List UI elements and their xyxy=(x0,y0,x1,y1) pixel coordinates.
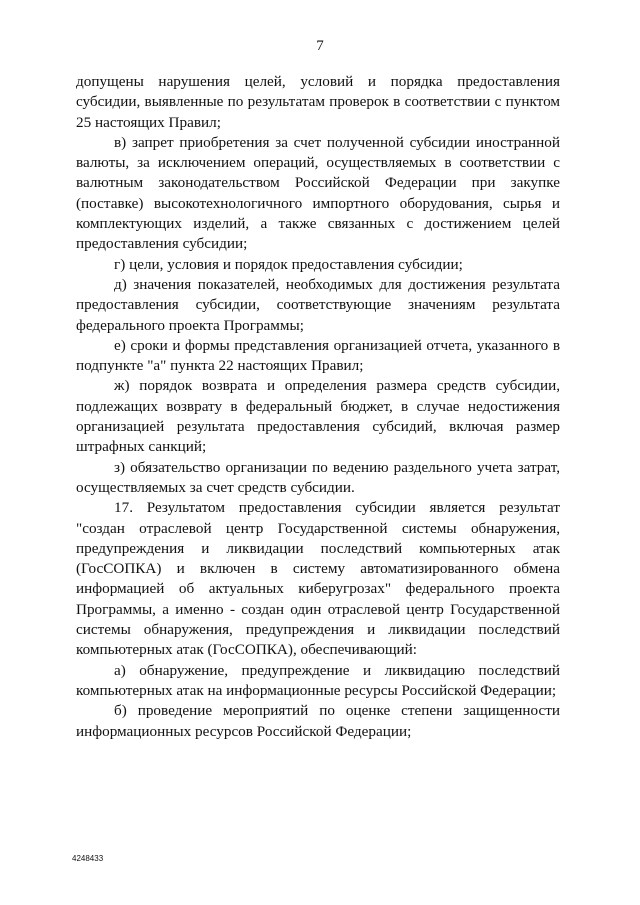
paragraph: б) проведение мероприятий по оценке степени защищенности информационных ресурсов Российской Федерации; xyxy=(76,702,560,740)
paragraph: д) значения показателей, необходимых для достижения результата предоставления субсидии, соответствующие значениям результата федерального проекта Программы; xyxy=(76,275,560,334)
paragraph: г) цели, условия и порядок предоставления субсидии; xyxy=(114,255,463,273)
paragraph: е) сроки и формы представления организацией отчета, указанного в подпункте "а" пункта 22 настоящих Правил; xyxy=(76,336,560,375)
paragraph: в) запрет приобретения за счет полученной субсидии иностранной валюты, за исключением операций, осуществляемых в соответствии с валютным законодательством Российской Федерации при закупке (поставке) высокотехнологичного импортного оборудования, сырья и комплектующих изделий, а также связанных с достижением целей предоставления субсидии; xyxy=(76,133,560,253)
paragraph: допущены нарушения целей, условий и порядка предоставления субсидии, выявленные по результатам проверок в соответствии с пунктом 25 настоящих Правил; xyxy=(76,73,560,131)
page-number: 7 xyxy=(316,38,324,54)
document-id: 4248433 xyxy=(72,854,104,863)
paragraph: 17. Результатом предоставления субсидии является результат "создан отраслевой центр Государственной системы обнаружения, предупреждения и ликвидации последствий компьютерных атак (ГосСОПКА) и включен в систему автоматизированного обмена информацией об актуальных киберугрозах" федерального проекта Программы, а именно - создан один отраслевой центр Государственной системы обнаружения, предупреждения и ликвидации последствий компьютерных атак (ГосСОПКА), обеспечивающий: xyxy=(76,499,560,659)
paragraph: з) обязательство организации по ведению раздельного учета затрат, осуществляемых за счет средств субсидии. xyxy=(76,458,560,496)
document-body xyxy=(76,72,560,742)
paragraph: а) обнаружение, предупреждение и ликвидацию последствий компьютерных атак на информационные ресурсы Российской Федерации; xyxy=(76,661,560,699)
paragraph: ж) порядок возврата и определения размера средств субсидии, подлежащих возврату в федеральный бюджет, в случае недостижения организацией результата предоставления субсидий, включая размер штрафных санкций; xyxy=(76,377,560,456)
